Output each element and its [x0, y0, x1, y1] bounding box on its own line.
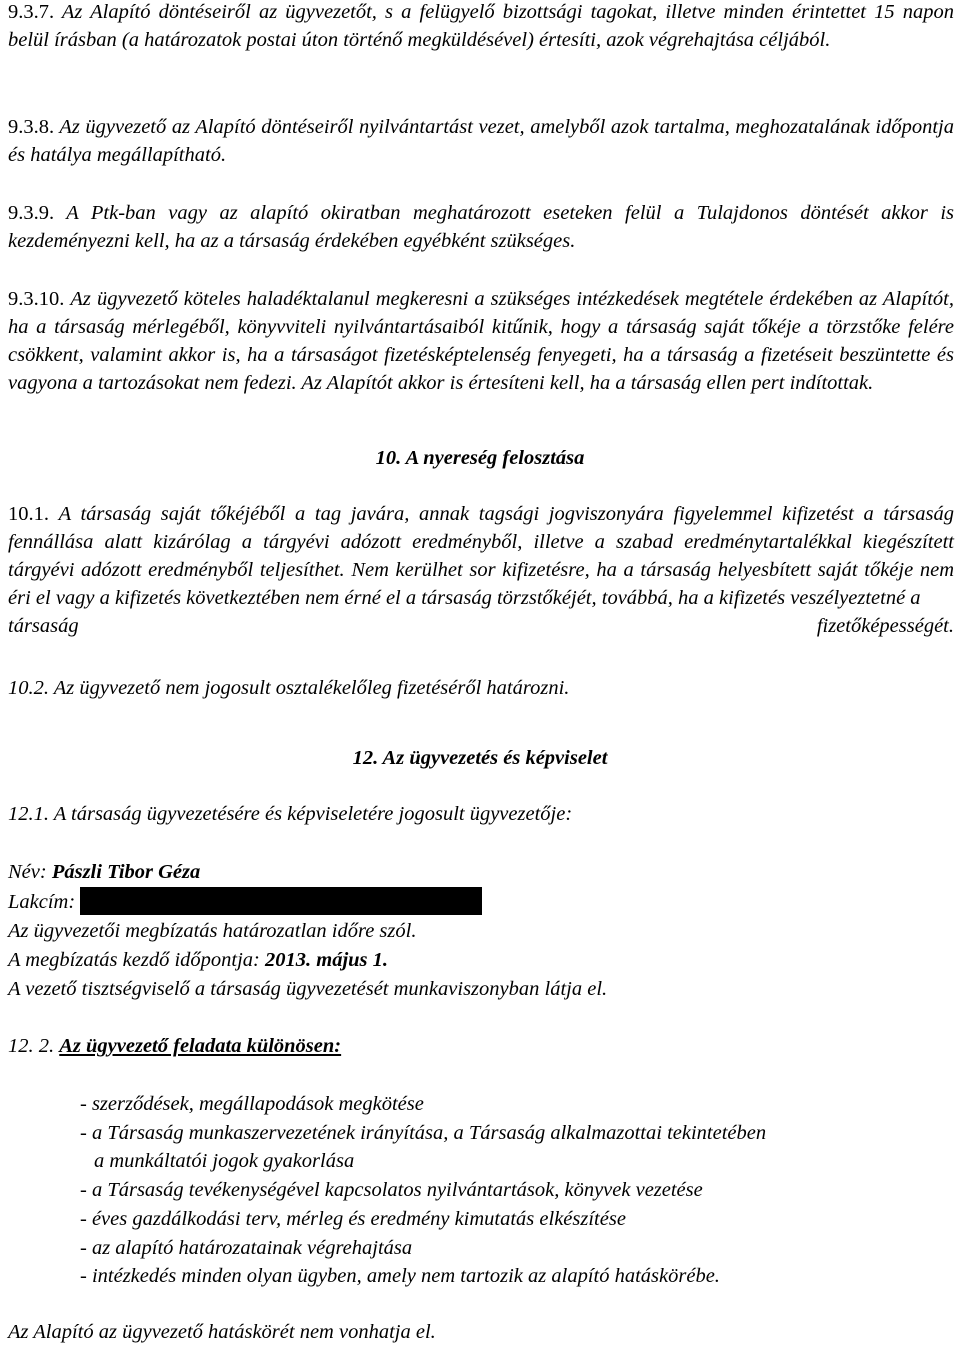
- closing-sentence: Az Alapító az ügyvezető hatáskörét nem vonhatja el.: [8, 1321, 436, 1343]
- heading-profit-distribution: 10. A nyereség felosztása: [375, 447, 585, 469]
- section-number: 12. 2.: [8, 1035, 60, 1057]
- list-item: - éves gazdálkodási terv, mérleg és eredmény kimutatás elkészítése: [80, 1207, 626, 1230]
- paragraph-9-3-9: [8, 199, 954, 255]
- section-number: 9.3.10.: [8, 288, 65, 310]
- section-number: 9.3.7.: [8, 1, 55, 23]
- paragraph-9-3-7: [8, 0, 954, 54]
- address-label: Lakcím:: [8, 891, 81, 913]
- manager-name: Pászli Tibor Géza: [51, 861, 201, 883]
- redacted-address: [80, 887, 482, 915]
- section-number: 9.3.9.: [8, 202, 55, 224]
- start-label: A megbízatás kezdő időpontja:: [8, 949, 265, 971]
- section-title: Az ügyvezető feladata különösen:: [59, 1035, 342, 1057]
- paragraph-9-3-8: [8, 113, 954, 169]
- manager-address-line: [8, 887, 954, 917]
- heading-management: 12. Az ügyvezetés és képviselet: [352, 747, 608, 769]
- list-item: - intézkedés minden olyan ügyben, amely nem tartozik az alapító hatáskörébe.: [80, 1265, 720, 1288]
- list-item: a munkáltatói jogok gyakorlása: [94, 1150, 355, 1173]
- paragraph-text: Az ügyvezető köteles haladéktalanul megkeresni a szükséges intézkedések megtétele érdekében az Alapítót, ha a társaság mérlegéből, könyvviteli nyilvántartásaiból kitűnik, hogy a társaság saját tőkéje a törzstőke felére csökkent, valamint akkor is, ha a társaságot fizetésképtelenség fenyegeti, ha a társaság a fizetéseit beszüntette és vagyona a tartozásokat nem fedezi. Az Alapítót akkor is értesíteni kell, ha a társaság ellen pert indítottak.: [8, 288, 954, 394]
- list-item: - az alapító határozatainak végrehajtása: [80, 1236, 413, 1259]
- paragraph-text: A társaság saját tőkéjéből a tag javára, annak tagsági jogviszonyára figyelemmel kifizetést a társaság fennállása alatt kizárólag a tárgyévi adózott eredményből, illetve a szabad eredménytartalékkal kiegészített tárgyévi adózott eredményből teljesíthet. Nem kerülhet sor kifizetésre, ha a társaság helyesbített saját tőkéje nem éri el vagy a kifizetés következtében nem érné el a társaság törzstőkéjét, továbbá, ha a kifizetés veszélyeztetné a: [8, 503, 955, 609]
- paragraph-9-3-10: [8, 285, 954, 397]
- manager-term: Az ügyvezetői megbízatás határozatlan időre szól.: [8, 920, 417, 942]
- duties-list: [80, 1090, 950, 1291]
- manager-start-line: [8, 946, 954, 975]
- manager-info: [8, 858, 954, 1004]
- section-number: 10.1.: [8, 503, 49, 525]
- section-number: 9.3.8.: [8, 116, 55, 138]
- list-item: - szerződések, megállapodások megkötése: [80, 1093, 424, 1115]
- list-item: - a Társaság munkaszervezetének irányítása, a Társaság alkalmazottai tekintetében: [80, 1121, 767, 1144]
- paragraph-12-1: 12.1. A társaság ügyvezetésére és képviseletére jogosult ügyvezetője:: [8, 803, 573, 825]
- paragraph-10-1: [8, 500, 954, 640]
- name-label: Név:: [8, 861, 52, 883]
- paragraph-text: A Ptk-ban vagy az alapító okiratban meghatározott eseteken felül a Tulajdonos döntését akkor is kezdeményezni kell, ha az a társaság érdekében egyébként szükséges.: [8, 202, 954, 252]
- paragraph-text: Az ügyvezető az Alapító döntéseiről nyilvántartást vezet, amelyből azok tartalma, meghozatalának időpontja és hatálya megállapítható.: [8, 116, 954, 166]
- paragraph-text: Az Alapító döntéseiről az ügyvezetőt, s a felügyelő bizottsági tagokat, illetve minden érintettet 15 napon belül írásban (a határozatok postai úton történő megküldésével) értesíti, azok végrehajtása céljából.: [8, 1, 954, 51]
- paragraph-10-2: 10.2. Az ügyvezető nem jogosult osztalékelőleg fizetéséről határozni.: [8, 677, 570, 699]
- paragraph-last-line: [8, 612, 954, 640]
- last-line-right: fizetőképességét.: [816, 615, 954, 637]
- start-date: 2013. május 1.: [265, 949, 389, 971]
- list-item: - a Társaság tevékenységével kapcsolatos nyilvántartások, könyvek vezetése: [80, 1179, 703, 1202]
- paragraph-12-2: [8, 1032, 954, 1060]
- manager-name-line: [8, 858, 954, 887]
- last-line-left: társaság: [8, 615, 79, 637]
- manager-employment: A vezető tisztségviselő a társaság ügyvezetését munkaviszonyban látja el.: [8, 978, 608, 1000]
